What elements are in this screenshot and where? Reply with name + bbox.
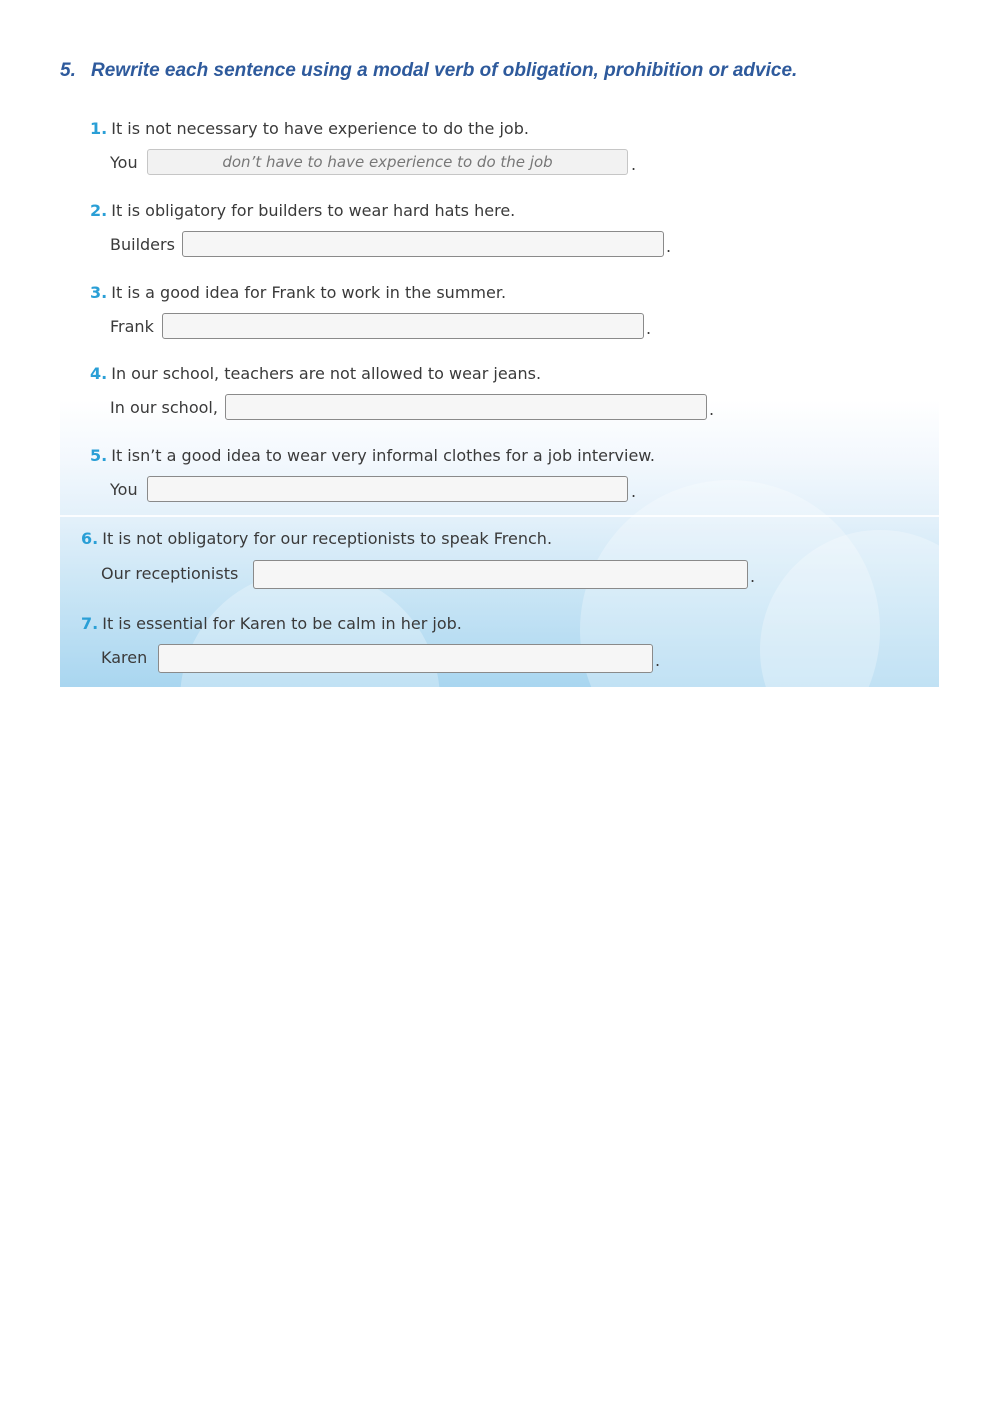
exercise-number: 5.	[60, 60, 76, 81]
answer-input[interactable]	[253, 560, 748, 589]
answer-input[interactable]	[225, 394, 707, 420]
answer-input[interactable]	[147, 476, 628, 502]
sentence-end-period: .	[646, 319, 652, 338]
sentence-end-period: .	[750, 567, 756, 586]
item-sentence-text: It is essential for Karen to be calm in her job.	[102, 614, 462, 633]
answer-lead-text: Karen	[101, 648, 148, 667]
sentence-end-period: .	[631, 155, 637, 174]
sentence-end-period: .	[655, 651, 661, 670]
item-number: 6.	[81, 529, 99, 548]
item-sentence-text: It is not necessary to have experience to do the job.	[111, 119, 529, 138]
exercise-heading	[60, 60, 960, 82]
item-number: 2.	[90, 201, 108, 220]
answer-lead-text: Builders	[110, 235, 175, 254]
answer-lead-text: You	[110, 480, 138, 499]
item-sentence	[90, 119, 529, 138]
exercise-instruction: Rewrite each sentence using a modal verb of obligation, prohibition or advice.	[91, 60, 798, 81]
item-number: 1.	[90, 119, 108, 138]
item-sentence-text: It is obligatory for builders to wear hard hats here.	[111, 201, 516, 220]
sentence-end-period: .	[709, 400, 715, 419]
answer-input[interactable]	[162, 313, 644, 339]
sentence-end-period: .	[631, 482, 637, 501]
item-sentence	[90, 283, 506, 302]
answer-lead-text: In our school,	[110, 398, 218, 417]
item-sentence-text: It is a good idea for Frank to work in the summer.	[111, 283, 507, 302]
exercise-panel	[60, 100, 939, 687]
item-number: 7.	[81, 614, 99, 633]
answer-input[interactable]	[182, 231, 664, 257]
item-number: 5.	[90, 446, 108, 465]
item-sentence-text: It is not obligatory for our receptionists to speak French.	[102, 529, 553, 548]
answer-input-example[interactable]: don’t have to have experience to do the job	[147, 149, 628, 175]
item-sentence	[90, 201, 515, 220]
answer-lead-text: You	[110, 153, 138, 172]
item-sentence	[90, 364, 541, 383]
item-sentence	[81, 614, 462, 633]
answer-lead-text: Our receptionists	[101, 564, 239, 583]
item-sentence	[90, 446, 655, 465]
answer-lead-text: Frank	[110, 317, 154, 336]
item-sentence-text: In our school, teachers are not allowed to wear jeans.	[111, 364, 542, 383]
item-sentence	[81, 529, 552, 548]
item-sentence-text: It isn’t a good idea to wear very informal clothes for a job interview.	[111, 446, 655, 465]
section-divider	[60, 515, 939, 517]
item-number: 4.	[90, 364, 108, 383]
sentence-end-period: .	[666, 237, 672, 256]
answer-input[interactable]	[158, 644, 653, 673]
item-number: 3.	[90, 283, 108, 302]
